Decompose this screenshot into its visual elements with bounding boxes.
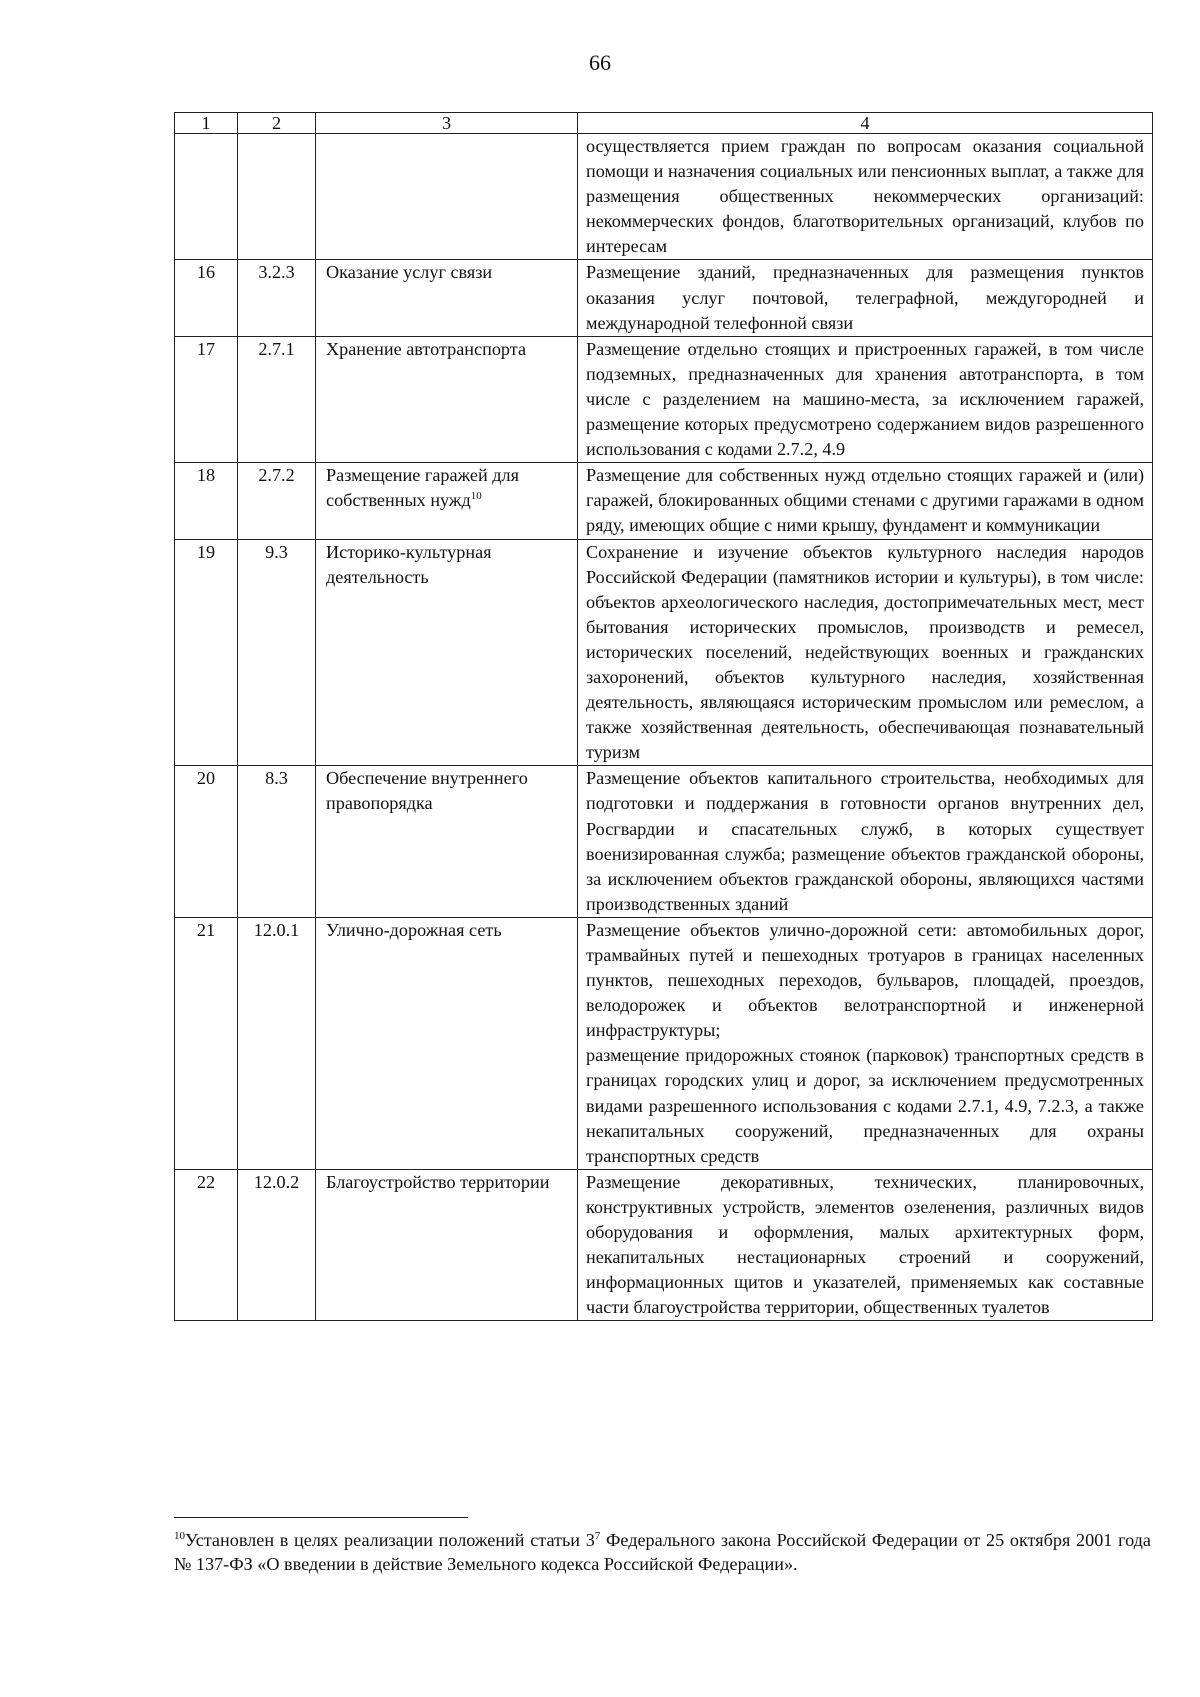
row-number: 21: [175, 917, 238, 1169]
row-number: 17: [175, 336, 238, 462]
column-header-4: 4: [578, 113, 1153, 134]
footnote-marker: 10: [174, 1529, 185, 1542]
use-description-cell: [578, 917, 1153, 1169]
footnote: [174, 1528, 1151, 1576]
use-description: Размещение объектов улично-дорожной сети: автомобильных дорог, трамвайных путей и пешеходных тротуаров в границах населенных пунктов, пешеходных переходов, бульваров, площадей, проездов, велодорожек и объектов велотранспортной и инженерной инфраструктуры;: [586, 919, 1144, 1041]
use-name: Обеспечение внутреннего правопорядка: [316, 766, 578, 918]
use-description: осуществляется прием граждан по вопросам оказания социальной помощи и назначения социальных или пенсионных выплат, а также для размещения общественных некоммерческих организаций: некоммерческих фондов, благотворительных организаций, клубов по интересам: [578, 134, 1153, 260]
use-description-continued: размещение придорожных стоянок (парковок) транспортных средств в границах городских улиц и дорог, за исключением предусмотренных видами разрешенного использования с кодами 2.7.1, 4.9, 7.2.3, а также некапитальных сооружений, предназначенных для охраны транспортных средств: [586, 1045, 1144, 1166]
table-row: [175, 1169, 1153, 1321]
table-row: [175, 766, 1153, 918]
use-code: 8.3: [238, 766, 316, 918]
column-header-3: 3: [316, 113, 578, 134]
use-description: Размещение объектов капитального строительства, необходимых для подготовки и поддержания в готовности органов внутренних дел, Росгвардии и спасательных служб, в которых существует военизированная служба; размещение объектов гражданской обороны, за исключением объектов гражданской обороны, являющихся частями производственных зданий: [578, 766, 1153, 918]
use-name: Улично-дорожная сеть: [316, 917, 578, 1169]
use-code: 3.2.3: [238, 260, 316, 336]
use-name: Историко-культурная деятельность: [316, 539, 578, 766]
row-number: 22: [175, 1169, 238, 1321]
row-number: 16: [175, 260, 238, 336]
use-name: Размещение гаражей для собственных нужд: [326, 465, 519, 511]
footnote-separator: [174, 1517, 468, 1518]
column-header-2: 2: [238, 113, 316, 134]
land-use-table: [174, 112, 1153, 1321]
table-header-row: [175, 113, 1153, 134]
use-code: 2.7.1: [238, 336, 316, 462]
use-code: [238, 134, 316, 260]
use-name: Благоустройство территории: [316, 1169, 578, 1321]
use-description: Размещение для собственных нужд отдельно стоящих гаражей и (или) гаражей, блокированных общими стенами с другими гаражами в одном ряду, имеющих общие с ними крышу, фундамент и коммуникации: [578, 463, 1153, 539]
use-description: Размещение отдельно стоящих и пристроенных гаражей, в том числе подземных, предназначенных для хранения автотранспорта, в том числе с разделением на машино-места, за исключением гаражей, размещение которых предусмотрено содержанием видов разрешенного использования с кодами 2.7.2, 4.9: [578, 336, 1153, 462]
row-number: [175, 134, 238, 260]
row-number: 19: [175, 539, 238, 766]
page-number: 66: [589, 50, 611, 75]
use-code: 12.0.2: [238, 1169, 316, 1321]
use-name: [316, 134, 578, 260]
row-number: 20: [175, 766, 238, 918]
use-description: Размещение декоративных, технических, планировочных, конструктивных устройств, элементов озеленения, различных видов оборудования и оформления, малых архитектурных форм, некапитальных нестационарных строений и сооружений, информационных щитов и указателей, применяемых как составные части благоустройства территории, общественных туалетов: [578, 1169, 1153, 1321]
article-superscript: 7: [594, 1529, 601, 1542]
column-header-1: 1: [175, 113, 238, 134]
table-row: [175, 336, 1153, 462]
use-name: Хранение автотранспорта: [316, 336, 578, 462]
footnote-reference: 10: [470, 490, 482, 503]
use-code: 9.3: [238, 539, 316, 766]
use-name: Оказание услуг связи: [316, 260, 578, 336]
table-row: [175, 917, 1153, 1169]
table-row: [175, 539, 1153, 766]
use-name-cell: [316, 463, 578, 539]
footnote-text-end: Федерального закона Российской Федерации от 25 октября 2001 года № 137-ФЗ «О введении в действие Земельного кодекса Российской Федерации».: [174, 1530, 1151, 1574]
row-number: 18: [175, 463, 238, 539]
use-code: 2.7.2: [238, 463, 316, 539]
use-description: Размещение зданий, предназначенных для размещения пунктов оказания услуг почтовой, телеграфной, междугородней и международной телефонной связи: [578, 260, 1153, 336]
use-code: 12.0.1: [238, 917, 316, 1169]
use-description: Сохранение и изучение объектов культурного наследия народов Российской Федерации (памятников истории и культуры), в том числе: объектов археологического наследия, достопримечательных мест, мест бытования исторических промыслов, производств и ремесел, исторических поселений, недействующих военных и гражданских захоронений, объектов культурного наследия, хозяйственная деятельность, являющаяся историческим промыслом или ремеслом, а также хозяйственная деятельность, обеспечивающая познавательный туризм: [578, 539, 1153, 766]
table-row: [175, 134, 1153, 260]
footnote-text-start: Установлен в целях реализации положений статьи 3: [185, 1530, 595, 1550]
table-row: [175, 463, 1153, 539]
table-row: [175, 260, 1153, 336]
